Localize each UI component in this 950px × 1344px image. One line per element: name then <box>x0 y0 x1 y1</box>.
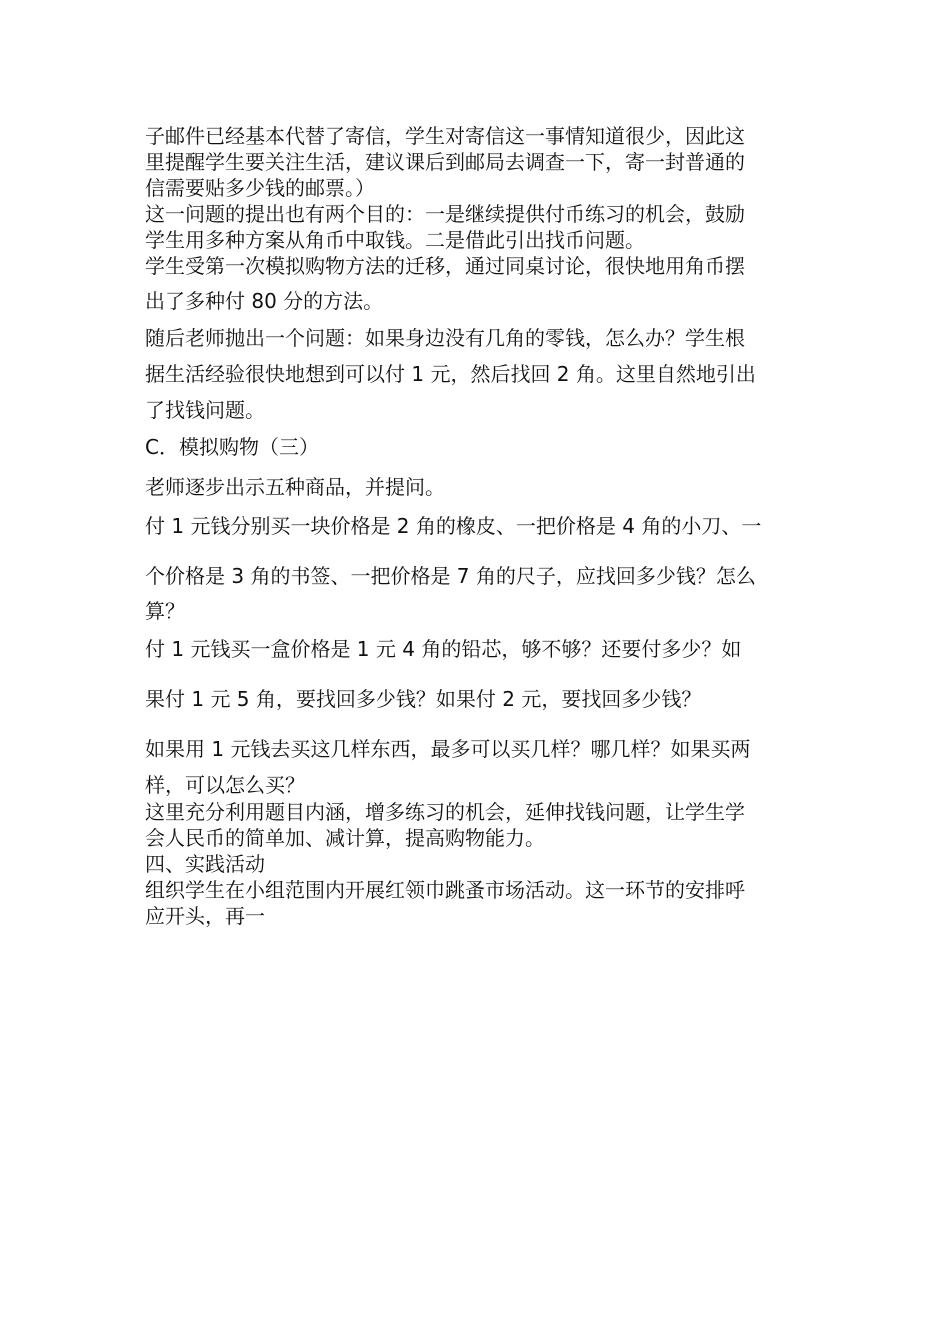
text-line: 这一问题的提出也有两个目的：一是继续提供付币练习的机会，鼓励 <box>145 202 745 226</box>
text-line: 会人民币的简单加、减计算，提高购物能力。 <box>145 826 545 850</box>
text-line: 算？ <box>145 599 185 623</box>
text-line: 学生用多种方案从角币中取钱。二是借此引出找币问题。 <box>145 228 645 252</box>
text-line: 子邮件已经基本代替了寄信，学生对寄信这一事情知道很少，因此这 <box>145 124 745 148</box>
text-line: 如果用 1 元钱去买这几样东西，最多可以买几样？哪几样？如果买两 <box>145 737 751 761</box>
text-line: 这里充分利用题目内涵，增多练习的机会，延伸找钱问题，让学生学 <box>145 800 745 824</box>
text-line: 随后老师抛出一个问题：如果身边没有几角的零钱，怎么办？学生根 <box>145 326 745 350</box>
section-heading: 四、实践活动 <box>145 852 265 876</box>
text-line: 据生活经验很快地想到可以付 1 元，然后找回 2 角。这里自然地引出 <box>145 362 756 386</box>
text-line: 信需要贴多少钱的邮票。） <box>145 176 375 200</box>
text-line: 果付 1 元 5 角，要找回多少钱？如果付 2 元，要找回多少钱？ <box>145 687 702 711</box>
text-line: 了找钱问题。 <box>145 398 265 422</box>
text-line: 里提醒学生要关注生活，建议课后到邮局去调查一下，寄一封普通的 <box>145 150 745 174</box>
text-line: 个价格是 3 角的书签、一把价格是 7 角的尺子，应找回多少钱？怎么 <box>145 564 756 588</box>
text-line: 付 1 元钱分别买一块价格是 2 角的橡皮、一把价格是 4 角的小刀、一 <box>145 514 762 538</box>
text-line: 应开头，再一 <box>145 904 265 928</box>
text-line: 出了多种付 80 分的方法。 <box>145 289 384 313</box>
text-line: 付 1 元钱买一盒价格是 1 元 4 角的铅芯，够不够？还要付多少？如 <box>145 637 742 661</box>
text-line: 样，可以怎么买？ <box>145 773 305 797</box>
text-line: 组织学生在小组范围内开展红领巾跳蚤市场活动。这一环节的安排呼 <box>145 878 745 902</box>
text-line: 老师逐步出示五种商品，并提问。 <box>145 475 445 499</box>
text-line: 学生受第一次模拟购物方法的迁移，通过同桌讨论，很快地用角币摆 <box>145 254 745 278</box>
section-heading: C．模拟购物（三） <box>145 435 319 459</box>
